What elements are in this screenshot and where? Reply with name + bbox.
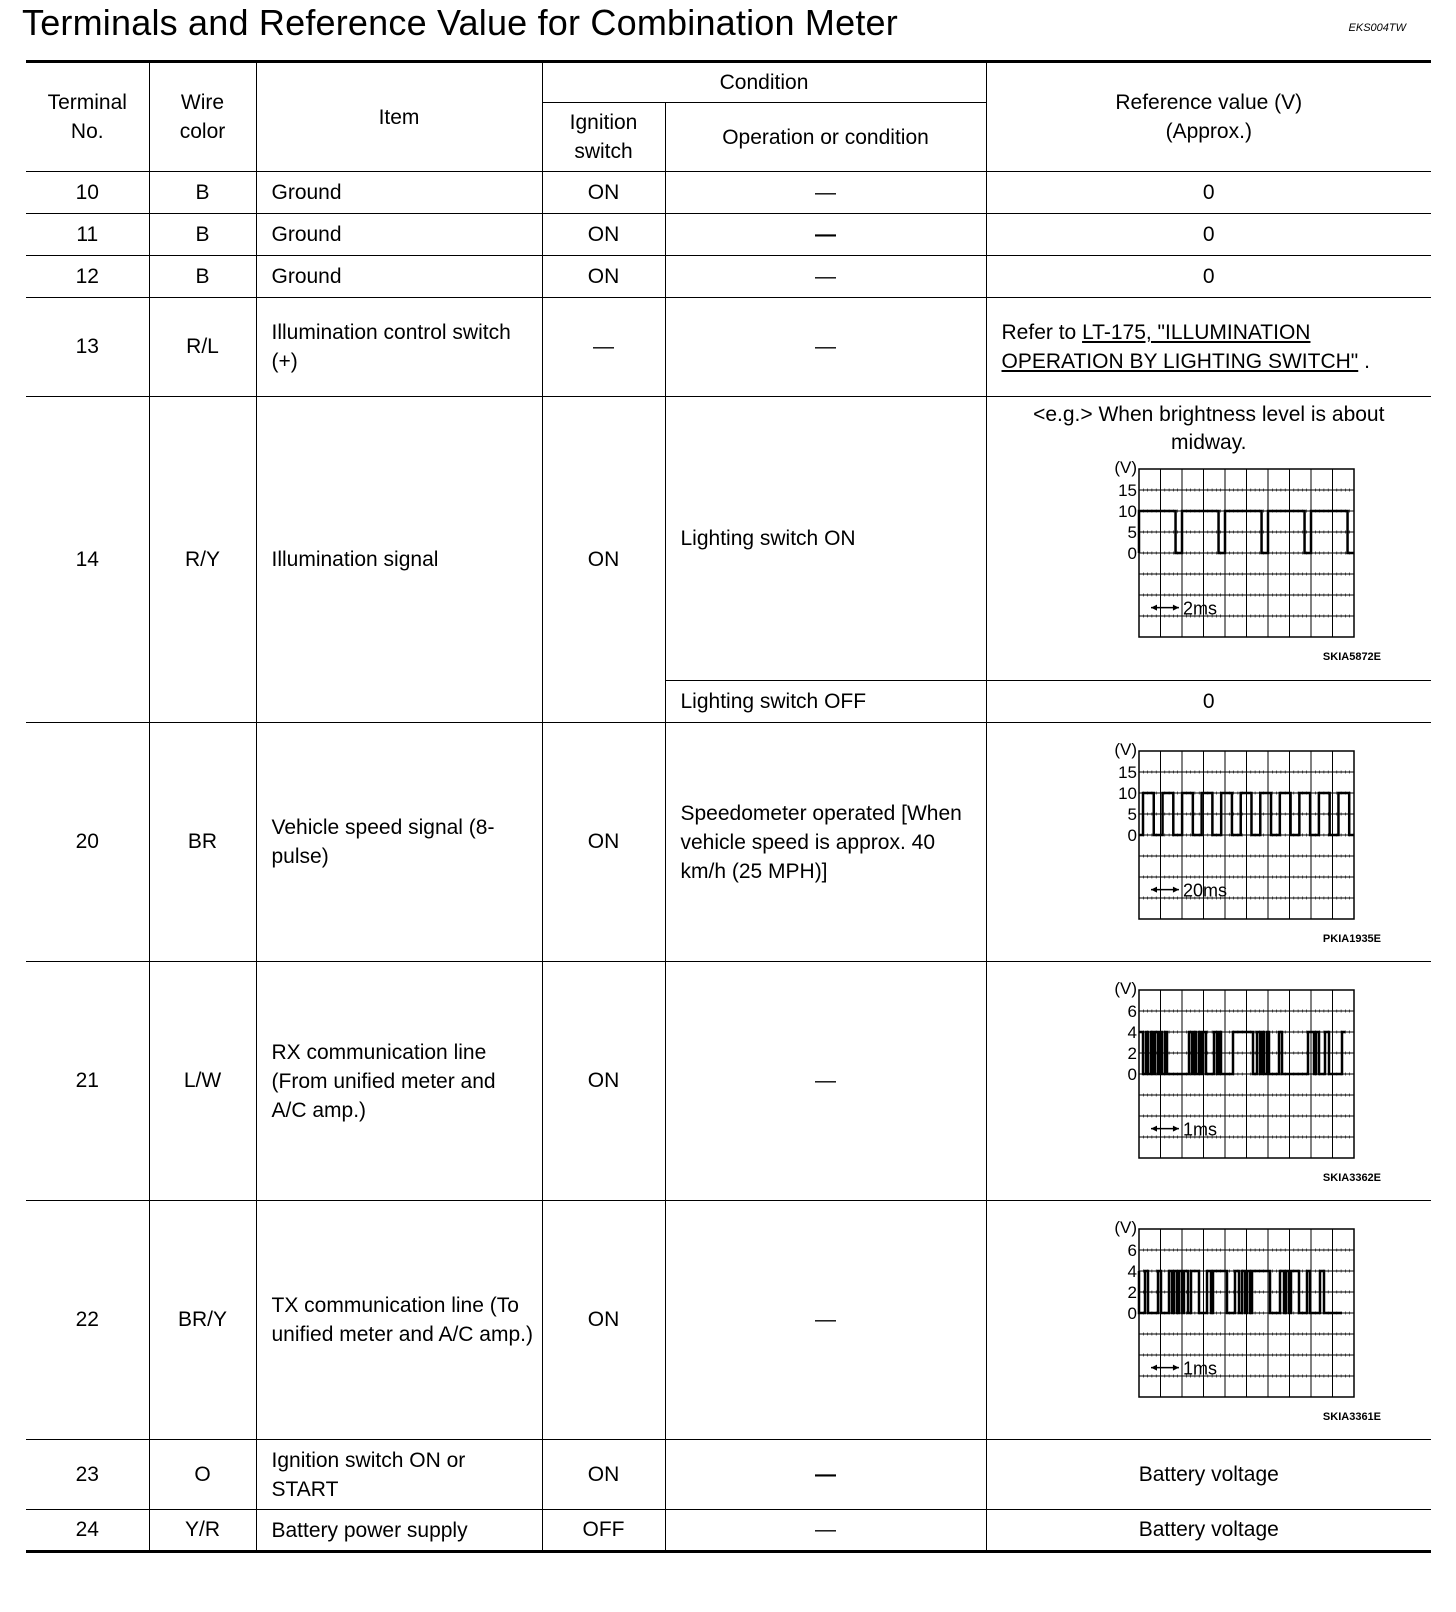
wire-color: L/W bbox=[149, 962, 256, 1201]
terminal-no: 21 bbox=[26, 962, 149, 1201]
operation: — bbox=[665, 256, 986, 298]
wire-color: BR bbox=[149, 723, 256, 962]
terminal-no: 14 bbox=[26, 397, 149, 723]
y-unit-label: (V) bbox=[1114, 979, 1137, 998]
terminal-no: 13 bbox=[26, 298, 149, 397]
figure-code: SKIA5872E bbox=[1322, 651, 1382, 663]
waveform-tx-line bbox=[1044, 1217, 1374, 1407]
time-scale-label: 20ms bbox=[1182, 880, 1227, 901]
wire-color: BR/Y bbox=[149, 1201, 256, 1440]
waveform-note: <e.g.> When brightness level is about midway. bbox=[1033, 403, 1385, 454]
y-tick-label: 0 bbox=[1127, 544, 1137, 563]
ignition: ON bbox=[542, 1201, 665, 1440]
table-row bbox=[26, 1510, 1431, 1552]
reference-waveform-cell bbox=[986, 1201, 1431, 1440]
operation: Lighting switch OFF bbox=[665, 681, 986, 723]
ignition: ON bbox=[542, 256, 665, 298]
y-tick-label: 4 bbox=[1127, 1023, 1137, 1042]
item: Illumination control switch (+) bbox=[256, 298, 542, 397]
figure-code: SKIA3362E bbox=[1322, 1172, 1382, 1184]
reference-prefix: Refer to bbox=[1001, 321, 1083, 344]
terminal-no: 20 bbox=[26, 723, 149, 962]
time-arrow-right bbox=[1173, 1126, 1179, 1132]
reference-value: 0 bbox=[986, 214, 1431, 256]
reference-waveform-cell bbox=[986, 723, 1431, 962]
y-tick-label: 6 bbox=[1127, 1241, 1137, 1260]
y-unit-label: (V) bbox=[1114, 1218, 1137, 1237]
reference-waveform-cell bbox=[986, 962, 1431, 1201]
time-arrow-left bbox=[1151, 1365, 1157, 1371]
time-scale-label: 2ms bbox=[1182, 598, 1217, 619]
y-tick-label: 15 bbox=[1117, 481, 1137, 500]
operation: — bbox=[665, 1440, 986, 1510]
y-tick-label: 6 bbox=[1127, 1002, 1137, 1021]
item: Ground bbox=[256, 172, 542, 214]
y-tick-label: 10 bbox=[1117, 784, 1137, 803]
operation: — bbox=[665, 962, 986, 1201]
ignition: ON bbox=[542, 172, 665, 214]
item: TX communication line (To unified meter and A/C amp.) bbox=[256, 1201, 542, 1440]
item: Battery power supply bbox=[256, 1510, 542, 1552]
wire-color: B bbox=[149, 256, 256, 298]
header-item: Item bbox=[256, 62, 542, 172]
table-row bbox=[26, 172, 1431, 214]
wire-color: R/L bbox=[149, 298, 256, 397]
y-tick-label: 0 bbox=[1127, 826, 1137, 845]
header-operation: Operation or condition bbox=[665, 103, 986, 172]
y-tick-label: 2 bbox=[1127, 1044, 1137, 1063]
operation: — bbox=[665, 298, 986, 397]
item: Illumination signal bbox=[256, 397, 542, 723]
ignition: ON bbox=[542, 397, 665, 723]
y-tick-label: 0 bbox=[1127, 1065, 1137, 1084]
reference-value: 0 bbox=[986, 681, 1431, 723]
item: RX communication line (From unified meter and A/C amp.) bbox=[256, 962, 542, 1201]
table-row bbox=[26, 1201, 1431, 1440]
page-title: Terminals and Reference Value for Combination Meter bbox=[22, 2, 898, 43]
ignition: ON bbox=[542, 723, 665, 962]
y-tick-label: 4 bbox=[1127, 1262, 1137, 1281]
y-tick-label: 0 bbox=[1127, 1304, 1137, 1323]
document-code: EKS004TW bbox=[1348, 22, 1406, 34]
terminal-no: 22 bbox=[26, 1201, 149, 1440]
y-unit-label: (V) bbox=[1114, 740, 1137, 759]
wire-color: Y/R bbox=[149, 1510, 256, 1552]
y-unit-label: (V) bbox=[1114, 458, 1137, 477]
ignition: ON bbox=[542, 1440, 665, 1510]
ignition: — bbox=[542, 298, 665, 397]
time-arrow-left bbox=[1151, 887, 1157, 893]
reference-value: 0 bbox=[986, 256, 1431, 298]
reference-waveform-cell bbox=[986, 397, 1431, 681]
wire-color: O bbox=[149, 1440, 256, 1510]
header-ignition-switch: Ignition switch bbox=[542, 103, 665, 172]
table-row bbox=[26, 256, 1431, 298]
operation: — bbox=[665, 172, 986, 214]
ignition: ON bbox=[542, 214, 665, 256]
table-row bbox=[26, 298, 1431, 397]
header-reference-value: Reference value (V) (Approx.) bbox=[986, 62, 1431, 172]
table-row bbox=[26, 1440, 1431, 1510]
header-terminal: Terminal No. bbox=[26, 62, 149, 172]
terminal-no: 24 bbox=[26, 1510, 149, 1552]
y-tick-label: 10 bbox=[1117, 502, 1137, 521]
item: Ground bbox=[256, 214, 542, 256]
time-arrow-right bbox=[1173, 1365, 1179, 1371]
y-tick-label: 15 bbox=[1117, 763, 1137, 782]
figure-code: SKIA3361E bbox=[1322, 1411, 1382, 1423]
figure-code: PKIA1935E bbox=[1322, 933, 1382, 945]
wire-color: B bbox=[149, 214, 256, 256]
ignition: OFF bbox=[542, 1510, 665, 1552]
table-row bbox=[26, 214, 1431, 256]
reference-suffix: . bbox=[1358, 350, 1370, 373]
terminal-no: 23 bbox=[26, 1440, 149, 1510]
time-scale-label: 1ms bbox=[1182, 1358, 1217, 1379]
reference-value: Battery voltage bbox=[986, 1510, 1431, 1552]
waveform-vehicle-speed bbox=[1044, 739, 1374, 929]
operation: — bbox=[665, 1510, 986, 1552]
header-wire-color: Wire color bbox=[149, 62, 256, 172]
reference-value bbox=[986, 298, 1431, 397]
operation: — bbox=[665, 214, 986, 256]
header-condition: Condition bbox=[542, 62, 986, 103]
item: Ignition switch ON or START bbox=[256, 1440, 542, 1510]
y-tick-label: 2 bbox=[1127, 1283, 1137, 1302]
ignition: ON bbox=[542, 962, 665, 1201]
waveform-illumination bbox=[1044, 457, 1374, 647]
terminal-reference-table bbox=[26, 60, 1431, 1553]
reference-value: Battery voltage bbox=[986, 1440, 1431, 1510]
reference-value: 0 bbox=[986, 172, 1431, 214]
y-tick-label: 5 bbox=[1127, 523, 1137, 542]
terminal-no: 10 bbox=[26, 172, 149, 214]
time-arrow-left bbox=[1151, 605, 1157, 611]
terminal-no: 11 bbox=[26, 214, 149, 256]
time-arrow-right bbox=[1173, 605, 1179, 611]
operation: Speedometer operated [When vehicle speed is approx. 40 km/h (25 MPH)] bbox=[665, 723, 986, 962]
time-arrow-left bbox=[1151, 1126, 1157, 1132]
wire-color: R/Y bbox=[149, 397, 256, 723]
table-row bbox=[26, 397, 1431, 681]
y-tick-label: 5 bbox=[1127, 805, 1137, 824]
terminal-no: 12 bbox=[26, 256, 149, 298]
time-scale-label: 1ms bbox=[1182, 1119, 1217, 1140]
table-row bbox=[26, 723, 1431, 962]
reference-link[interactable]: LT-175, "ILLUMINATION OPERATION BY LIGHTING SWITCH" bbox=[1001, 321, 1359, 373]
item: Ground bbox=[256, 256, 542, 298]
table-row bbox=[26, 962, 1431, 1201]
wire-color: B bbox=[149, 172, 256, 214]
item: Vehicle speed signal (8-pulse) bbox=[256, 723, 542, 962]
operation: Lighting switch ON bbox=[665, 397, 986, 681]
time-arrow-right bbox=[1173, 887, 1179, 893]
operation: — bbox=[665, 1201, 986, 1440]
waveform-rx-line bbox=[1044, 978, 1374, 1168]
